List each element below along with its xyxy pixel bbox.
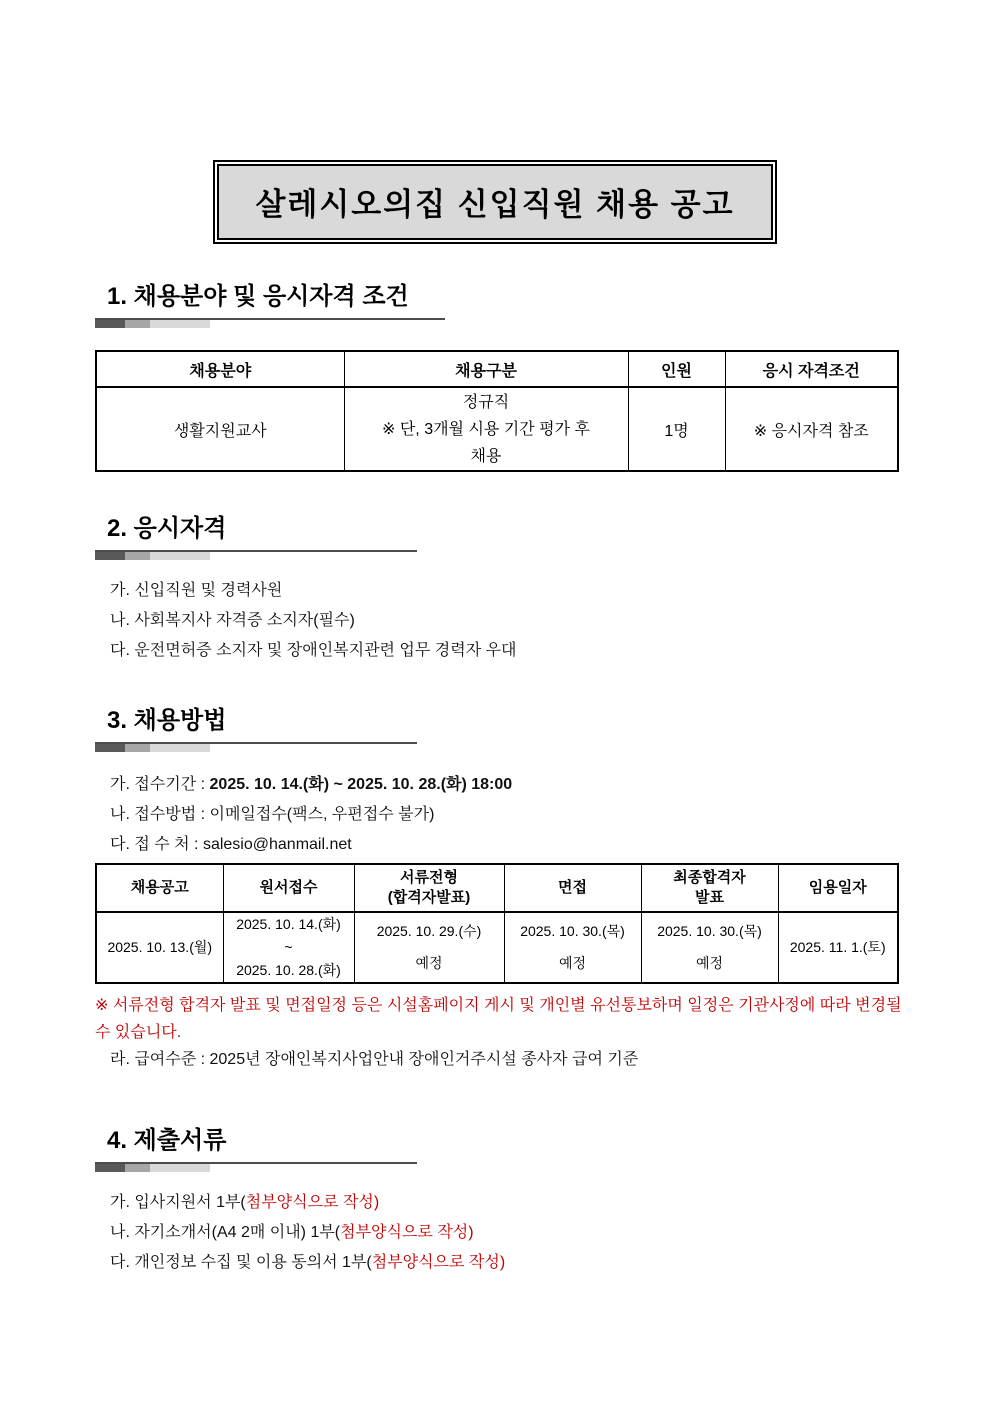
divider-segment-dark [95,320,125,328]
header-cell-headcount: 인원 [628,351,725,387]
cell-line: 2025. 10. 30.(목) [657,923,762,939]
section-1-heading: 1. 채용분야 및 응시자격 조건 [95,276,445,320]
cell-type-line: 정규직 [462,393,510,411]
cell-line: 예정 [558,955,587,971]
schedule-note-block [95,992,917,1073]
application-period-label: 가. 접수기간 : [110,776,210,793]
item-text: 가. 입사지원서 1부( [110,1194,246,1211]
application-address-label: 다. 접 수 처 : [110,836,203,853]
cell-type [344,387,628,471]
list-item-salary: 라. 급여수준 : 2025년 장애인복지사업안내 장애인거주시설 종사자 급여 기준 [110,1051,639,1068]
section-3-list [110,770,512,860]
cell-appointment-date [778,912,898,983]
list-item-privacy-consent [110,1248,505,1278]
table-row [96,387,898,471]
header-line: 임용일자 [808,879,867,896]
divider-segment-light [150,1164,210,1172]
email-address: salesio@hanmail.net [202,836,352,853]
cell-application-period [223,912,354,983]
list-item-application-period [110,770,512,800]
section-4-list [110,1188,505,1278]
item-text: 나. 자기소개서(A4 2매 이내) 1부( [110,1224,341,1241]
schedule-row [96,912,898,983]
list-item-application-form [110,1188,505,1218]
application-period-dates: 2025. 10. 14.(화) ~ 2025. 10. 28.(화) 18:00 [209,776,513,793]
header-cell-application [223,864,354,912]
table-header-row [96,351,898,387]
header-cell-field: 채용분야 [96,351,344,387]
section-divider-bar [95,552,210,560]
cell-line: 2025. 10. 29.(수) [376,923,482,939]
header-cell-appointment-date [778,864,898,912]
schedule-header-row [96,864,898,912]
cell-type-line: 채용 [470,447,502,465]
cell-headcount: 1명 [628,387,725,471]
item-red-text: 첨부양식으로 작성) [371,1254,506,1271]
list-item-cover-letter [110,1218,505,1248]
list-item-application-method: 나. 접수방법 : 이메일접수(팩스, 우편접수 불가) [110,806,435,823]
header-cell-announcement [96,864,223,912]
section-3-header [95,700,417,752]
cell-screening-date [354,912,504,983]
section-4-heading: 4. 제출서류 [95,1120,417,1164]
cell-line: 2025. 10. 30.(목) [520,923,625,939]
header-line: 면접 [558,879,587,896]
cell-qualification: ※ 응시자격 참조 [725,387,898,471]
cell-line: ~ [284,939,293,955]
item-text: 다. 개인정보 수집 및 이용 동의서 1부( [110,1254,372,1271]
header-line: (합격자발표) [387,889,471,906]
header-cell-interview [504,864,641,912]
item-red-text: 첨부양식으로 작성) [245,1194,380,1211]
title-box [213,160,777,244]
divider-segment-mid [125,744,150,752]
cell-line: 2025. 11. 1.(토) [789,939,886,955]
cell-line: 예정 [695,955,724,971]
cell-final-announcement-date [641,912,778,983]
header-line: 원서접수 [259,879,318,896]
section-2-list [110,576,517,666]
header-cell-qualification: 응시 자격조건 [725,351,898,387]
header-cell-final-announcement [641,864,778,912]
divider-segment-light [150,320,210,328]
item-red-text: 첨부양식으로 작성) [340,1224,474,1241]
recruitment-table [95,350,899,472]
divider-segment-mid [125,320,150,328]
cell-interview-date [504,912,641,983]
cell-line: 예정 [415,955,443,971]
divider-segment-dark [95,552,125,560]
list-item: 나. 사회복지사 자격증 소지자(필수) [110,612,355,629]
schedule-table [95,863,899,984]
list-item: 다. 운전면허증 소지자 및 장애인복지관련 업무 경력자 우대 [110,642,517,659]
section-divider-bar [95,1164,210,1172]
header-line: 최종합격자 [673,869,746,886]
cell-field: 생활지원교사 [96,387,344,471]
cell-line: 2025. 10. 13.(월) [107,939,213,955]
cell-line: 2025. 10. 28.(화) [236,962,341,978]
divider-segment-mid [125,552,150,560]
divider-segment-mid [125,1164,150,1172]
header-line: 서류전형 [400,869,458,886]
schedule-change-note: ※ 서류전형 합격자 발표 및 면접일정 등은 시설홈페이지 게시 및 개인별 유선통보하며 일정은 기관사정에 따라 변경될 수 있습니다. [95,997,902,1041]
document-title: 살레시오의집 신입직원 채용 공고 [217,164,773,240]
cell-type-line: ※ 단, 3개월 시용 기간 평가 후 [382,420,590,438]
header-line: 발표 [695,889,724,906]
cell-announcement-date [96,912,223,983]
section-4-header [95,1120,417,1172]
divider-segment-light [150,552,210,560]
header-cell-document-screening [354,864,504,912]
section-1-header [95,276,445,328]
section-2-header [95,508,417,560]
header-cell-type: 채용구분 [344,351,628,387]
divider-segment-dark [95,1164,125,1172]
divider-segment-dark [95,744,125,752]
cell-line: 2025. 10. 14.(화) [236,916,341,932]
section-3-heading: 3. 채용방법 [95,700,417,744]
section-2-heading: 2. 응시자격 [95,508,417,552]
list-item: 가. 신입직원 및 경력사원 [110,582,283,599]
list-item-application-address [110,830,512,860]
section-divider-bar [95,744,210,752]
section-divider-bar [95,320,210,328]
divider-segment-light [150,744,210,752]
header-line: 채용공고 [130,879,189,896]
